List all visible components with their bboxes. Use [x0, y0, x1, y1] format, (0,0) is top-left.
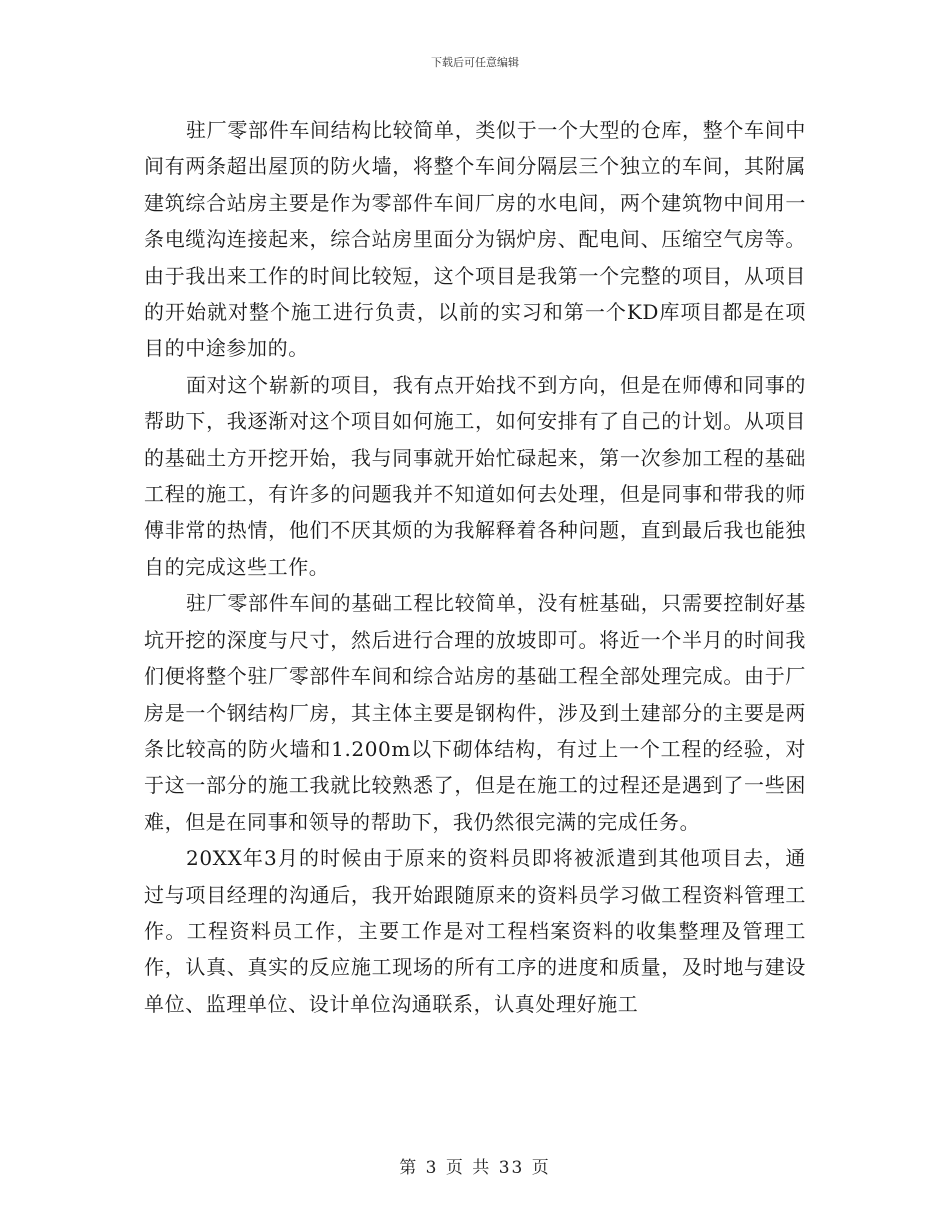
page-number: 第 3 页 共 33 页: [399, 1158, 551, 1178]
paragraph-4: 20XX年3月的时候由于原来的资料员即将被派遣到其他项目去，通过与项目经理的沟通后，我开始跟随原来的资料员学习做工程资料管理工作。工程资料员工作，主要工作是对工程档案资料的收集整理及管理工作，认真、真实的反应施工现场的所有工序的进度和质量，及时地与建设单位、监理单位、设计单位沟通联系，认真处理好施工: [144, 846, 806, 1016]
page-header-note: 下载后可任意编辑: [431, 56, 519, 69]
paragraph-1: 驻厂零部件车间结构比较简单，类似于一个大型的仓库，整个车间中间有两条超出屋顶的防火墙，将整个车间分隔层三个独立的车间，其附属建筑综合站房主要是作为零部件车间厂房的水电间，两个建筑物中间用一条电缆沟连接起来，综合站房里面分为锅炉房、配电间、压缩空气房等。由于我出来工作的时间比较短，这个项目是我第一个完整的项目，从项目的开始就对整个施工进行负责，以前的实习和第一个KD库项目都是在项目的中途参加的。: [144, 118, 806, 361]
paragraph-2: 面对这个崭新的项目，我有点开始找不到方向，但是在师傅和同事的帮助下，我逐渐对这个项目如何施工，如何安排有了自己的计划。从项目的基础土方开挖开始，我与同事就开始忙碌起来，第一次参加工程的基础工程的施工，有许多的问题我并不知道如何去处理，但是同事和带我的师傅非常的热情，他们不厌其烦的为我解释着各种问题，直到最后我也能独自的完成这些工作。: [144, 372, 806, 579]
document-body: [144, 112, 806, 1022]
paragraph-3: 驻厂零部件车间的基础工程比较简单，没有桩基础，只需要控制好基坑开挖的深度与尺寸，然后进行合理的放坡即可。将近一个半月的时间我们便将整个驻厂零部件车间和综合站房的基础工程全部处理完成。由于厂房是一个钢结构厂房，其主体主要是钢构件，涉及到土建部分的主要是两条比较高的防火墙和1.200m以下砌体结构，有过上一个工程的经验，对于这一部分的施工我就比较熟悉了，但是在施工的过程还是遇到了一些困难，但是在同事和领导的帮助下，我仍然很完满的完成任务。: [144, 591, 806, 834]
